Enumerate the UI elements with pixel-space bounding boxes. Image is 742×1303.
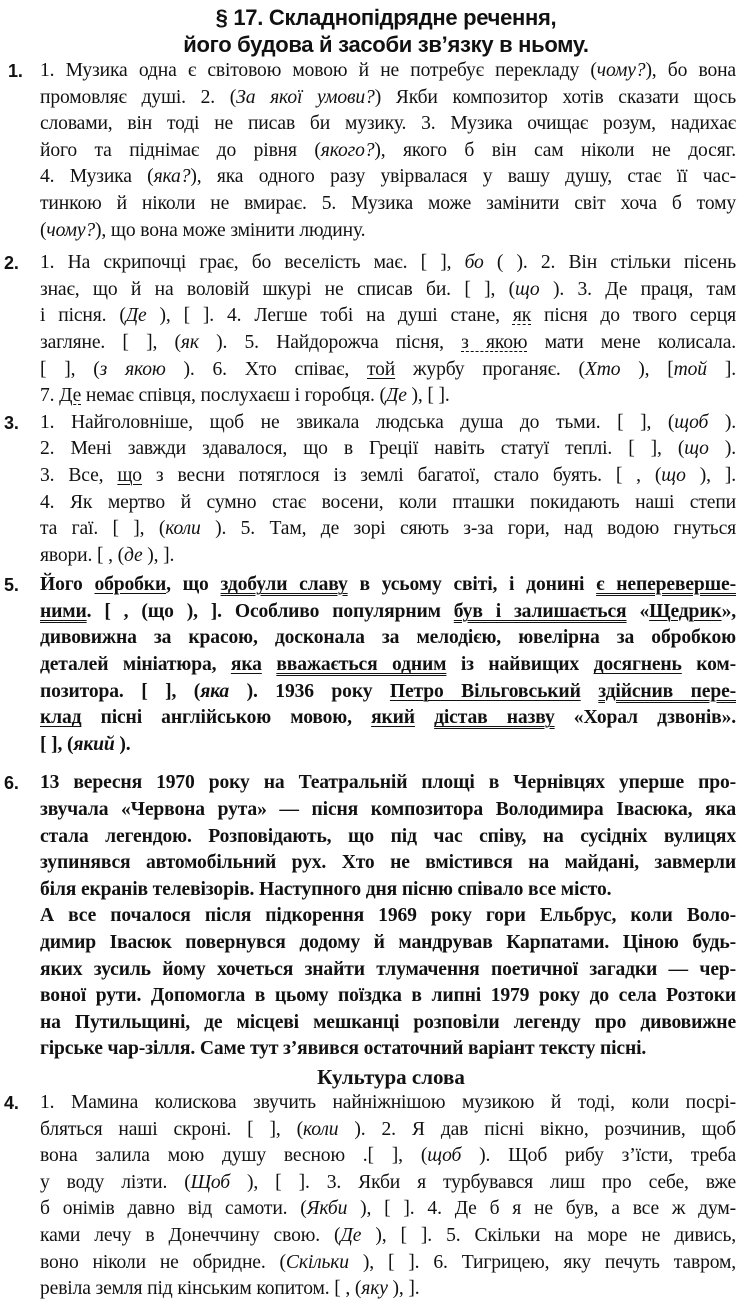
exercise-line: А все почалося після підкорення 1969 року гори Ельбрус, коли Воло- bbox=[40, 905, 736, 927]
exercise-5 bbox=[0, 572, 742, 758]
exercise-line: воної рути. Допомогла в цьому поїздка в липні 1979 року до села Розтоки bbox=[40, 985, 736, 1007]
subheading-culture-of-speech: Культура слова bbox=[317, 1064, 465, 1089]
exercise-line: зупинявся автомобільний рух. Хто не вмістився на майдані, завмерли bbox=[40, 852, 736, 874]
exercise-line: (чому?), що вона може змінити людину. bbox=[40, 219, 366, 241]
exercise-line: воно ніколи не обридне. (Скільки ), [ ]. 6. Тигрицею, яку печуть тавром, bbox=[40, 1251, 736, 1273]
exercise-line: 3. Все, що з весни потяглося із землі багатої, стало буять. [ , (що ), ]. bbox=[40, 464, 736, 486]
exercise-line: гірське чар-зілля. Саме тут з’явився остаточний варіант тексту пісні. bbox=[40, 1038, 647, 1060]
section-title-line-1: § 17. Складнопідрядне речення, bbox=[215, 5, 557, 30]
exercise-line: і пісня. (Де ), [ ]. 4. Легше тобі на душі стане, як пісня до твого серця bbox=[40, 305, 736, 327]
exercise-line: деталей мініатюра, яка вважається одним із найвищих досягнень ком- bbox=[40, 654, 736, 676]
exercise-line: вона залила мою душу весною .[ ], (щоб ). Щоб рибу з’їсти, треба bbox=[40, 1145, 737, 1167]
exercise-line: яких зусиль йому хочеться знайти тлумачення поетичної загадки — чер- bbox=[40, 958, 736, 980]
exercise-line: тинкою й ніколи не вмирає. 5. Музика може замінити світ хоча б тому bbox=[40, 192, 736, 214]
exercise-number: 2. bbox=[4, 253, 19, 274]
exercise-line: загляне. [ ], (як ). 5. Найдорожча пісня, з якою мати мене колисала. bbox=[40, 331, 736, 353]
exercise-line: у воду лізти. (Щоб ), [ ]. 3. Якби я турбувався лиш про себе, вже bbox=[40, 1171, 736, 1193]
exercise-line: ними. [ , (що ), ]. Особливо популярним був і залишається «Щедрик», bbox=[40, 600, 736, 622]
exercise-line: 1. Музика одна є світовою мовою й не потребує перекладу (чому?), бо вона bbox=[40, 60, 736, 81]
exercise-number: 4. bbox=[4, 1092, 19, 1113]
exercise-line: та гаї. [ ], (коли ). 5. Там, де зорі сяють з-за гори, над водою гнуться bbox=[40, 518, 736, 540]
section-title bbox=[30, 0, 742, 58]
exercise-4 bbox=[0, 1090, 742, 1303]
exercise-1 bbox=[0, 58, 742, 244]
exercise-number: 5. bbox=[4, 575, 19, 596]
exercise-line: б онімів давно від самоти. (Якби ), [ ]. 4. Де б я не був, а все ж дум- bbox=[40, 1198, 736, 1220]
exercise-line: знає, що й на воловій шкурі не списав би. [ ], (що ). 3. Де праця, там bbox=[40, 278, 737, 300]
exercise-line: [ ], (який ). bbox=[40, 733, 131, 755]
exercise-line: 1. Мамина колискова звучить найніжнішою музикою й тоді, коли посрі- bbox=[40, 1091, 736, 1113]
exercise-number: 3. bbox=[4, 412, 19, 433]
exercise-line: явори. [ , (де ), ]. bbox=[40, 544, 175, 566]
section-title-line-2: його будова й засоби зв’язку в ньому. bbox=[183, 32, 589, 57]
exercise-3 bbox=[0, 410, 742, 570]
exercise-line: 2. Мені завжди здавалося, що в Греції навіть статуї теплі. [ ], (що ). bbox=[40, 438, 737, 460]
exercise-line: Його обробки, що здобули славу в усьому світі, і донині є неперевершe- bbox=[40, 574, 736, 596]
exercise-line: на Путильщині, де місцеві мешканці розповіли легенду про дивовижне bbox=[40, 1011, 736, 1033]
exercise-line: [ ], (з якою ). 6. Хто співає, той журбу проганяє. (Хто ), [той ]. bbox=[40, 358, 736, 380]
exercise-number: 6. bbox=[4, 773, 19, 794]
exercise-line: 13 вересня 1970 року на Театральній площі в Чернівцях уперше про- bbox=[40, 772, 736, 794]
exercise-line: промовляє душі. 2. (За якої умови?) Якби композитор хотів сказати щось bbox=[40, 86, 736, 108]
exercise-line: стала легендою. Розповідають, що під час співу, на сусідніх вулицях bbox=[40, 825, 736, 847]
exercise-line: позитора. [ ], (яка ). 1936 року Петро Вільговський здійснив пере- bbox=[40, 680, 737, 702]
exercise-line: 1. Найголовніше, щоб не звикала людська душа до тьми. [ ], (щоб ). bbox=[40, 411, 737, 433]
exercise-line: 1. На скрипочці грає, бо веселість має. [ ], бо ( ). 2. Він стільки пісень bbox=[40, 252, 736, 274]
exercise-line: дивовижна за красою, досконала за мелодією, ювелірна за обробкою bbox=[40, 627, 736, 649]
exercise-line: звучала «Червона рута» — пісня композитора Володимира Івасюка, яка bbox=[40, 799, 736, 821]
exercise-line: ками лечу в Донеччину свою. (Де ), [ ]. 5. Скільки на море не дивись, bbox=[40, 1224, 737, 1246]
exercise-number: 1. bbox=[8, 61, 23, 81]
exercise-line: ревіла земля під кінським копитом. [ , (яку ), ]. bbox=[40, 1278, 420, 1300]
exercise-line: бляться наші скроні. [ ], (коли ). 2. Я дав пісні вікно, розчинив, щоб bbox=[40, 1118, 736, 1140]
exercise-line: 4. Музика (яка?), яка одного разу увірвалася у вашу душу, стає її час- bbox=[40, 166, 736, 188]
exercise-6 bbox=[0, 770, 742, 1063]
exercise-line: його та піднімає до рівня (якого?), якого б він сам ніколи не досяг. bbox=[40, 139, 736, 161]
exercise-line: димир Івасюк повернувся додому й мандрував Карпатами. Ціною будь- bbox=[40, 932, 736, 953]
exercise-line: 7. Де немає співця, послухаєш і горобця. (Де ), [ ]. bbox=[40, 385, 450, 407]
exercise-line: клад пісні англійською мовою, який дістав назву «Хорал дзвонів». bbox=[40, 707, 737, 729]
exercise-line: біля екранів телевізорів. Наступного дня пісню співало все місто. bbox=[40, 878, 612, 900]
exercise-line: 4. Як мертво й сумно стає восени, коли пташки покидають наші степи bbox=[40, 491, 736, 513]
exercise-line: словами, він тоді не писав би музику. 3. Музика очищає розум, надихає bbox=[40, 113, 736, 135]
exercise-2 bbox=[0, 250, 742, 410]
